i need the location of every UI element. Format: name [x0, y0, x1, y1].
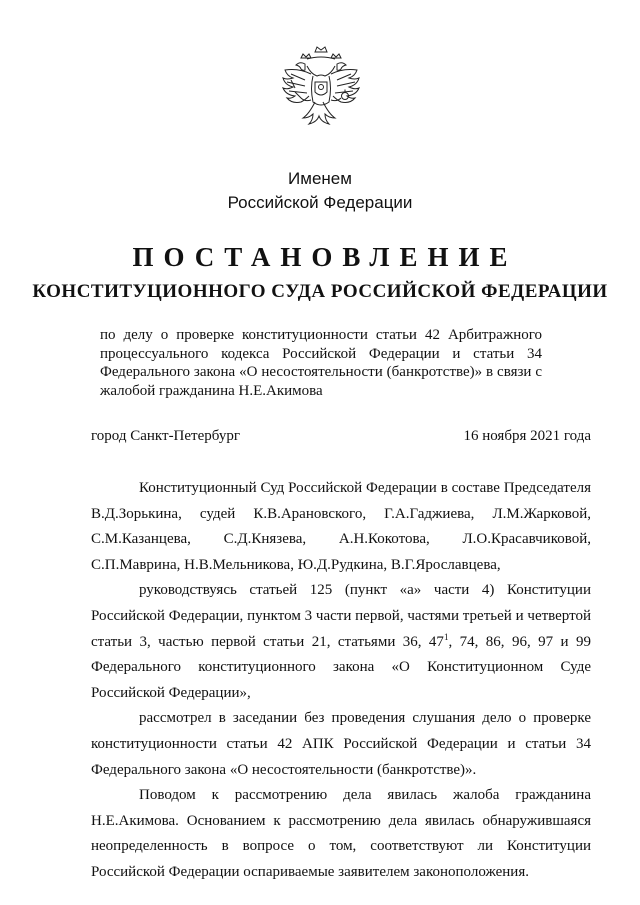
superscript: 1 [443, 631, 449, 642]
case-subject: по делу о проверке конституционности статьи 42 Арбитражного процессуального кодекса Российской Федерации и статьи 34 Федерального закона «О несостоятельности (банкротстве)» в связи с жалобой гражданина Н.Е.Акимова [100, 327, 542, 399]
in-the-name-line-2: Российской Федерации [227, 193, 413, 212]
paragraph-considered: рассмотрел в заседании без проведения слушания дело о проверке конституционности статьи 42 АПК Российской Федерации и статьи 34 Федерального закона «О несостоятельности (банкротстве)». [91, 710, 591, 778]
document-subtitle: КОНСТИТУЦИОННОГО СУДА РОССИЙСКОЙ ФЕДЕРАЦИИ [32, 281, 608, 302]
paragraph-legal-basis-end: , 74, 86, 96, 97 и 99 Федерального конституционного закона «О Конституционном Суде Российской Федерации», [91, 633, 591, 701]
paragraph-legal-basis-start: руководствуясь статьей 125 (пункт «а» части 4) Конституции Российской Федерации, пунктом 3 части первой, частями третьей и четвертой статьи 3, частью первой статьи 21, статьями 36, 47 [91, 582, 591, 650]
paragraph-grounds: Поводом к рассмотрению дела явилась жалоба гражданина Н.Е.Акимова. Основанием к рассмотрению дела явилась обнаружившаяся неопределенность в вопросе о том, соответствуют ли Конституции Российской Федерации оспариваемые заявителем законоположения. [91, 787, 591, 880]
decision-date: 16 ноября 2021 года [463, 428, 591, 444]
paragraph-legal-basis [91, 578, 591, 706]
paragraph-court-composition: Конституционный Суд Российской Федерации в составе Председателя В.Д.Зорькина, судей К.В.Арановского, Г.А.Гаджиева, Л.М.Жарковой, С.М.Казанцева, С.Д.Князева, А.Н.Кокотова, Л.О.Красавчиковой, С.П.Маврина, Н.В.Мельникова, Ю.Д.Рудкина, В.Г.Ярославцева, [91, 480, 591, 573]
place-city: город Санкт-Петербург [91, 428, 240, 444]
coat-of-arms-icon [277, 44, 365, 138]
document-title: ПОСТАНОВЛЕНИЕ [132, 242, 518, 272]
in-the-name-line-1: Именем [288, 169, 352, 188]
document-body [91, 476, 591, 886]
